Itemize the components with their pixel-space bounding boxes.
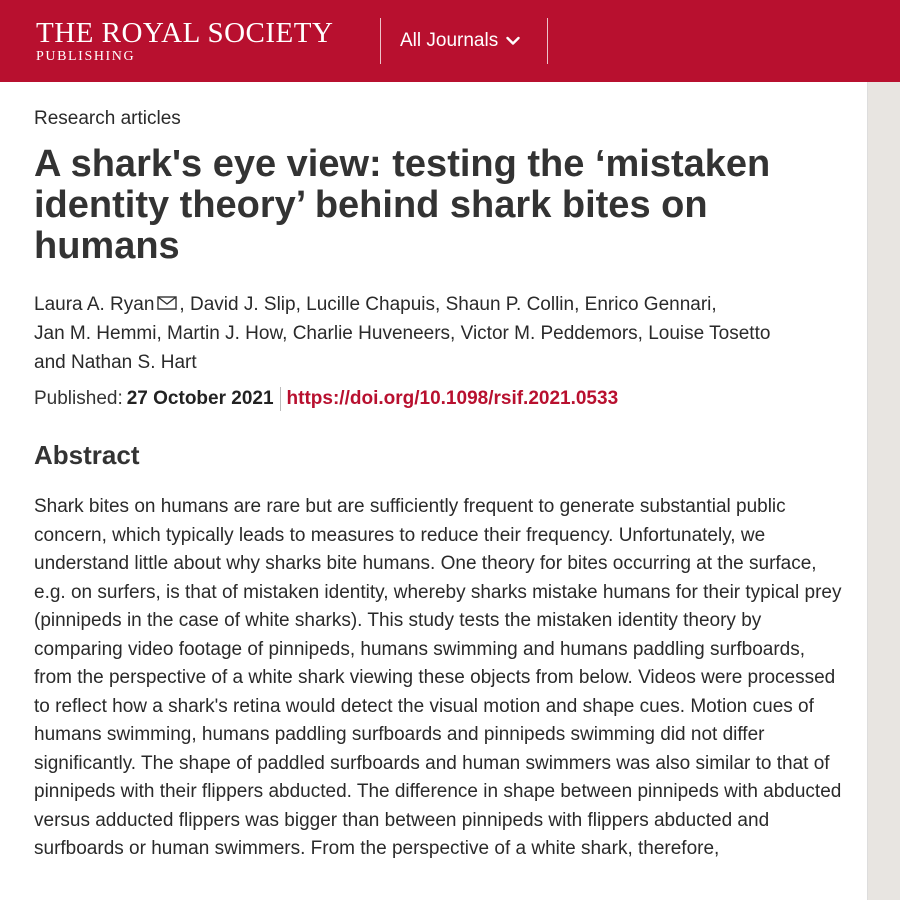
header-divider-right [547,18,548,64]
abstract-text: Shark bites on humans are rare but are sufficiently frequent to generate substantial public concern, which typically leads to measures to reduce their frequency. Unfortunately, we understand little about why sharks bite humans. One theory for bites occurring at the surface, e.g. on surfers, is that of mistaken identity, whereby sharks mistake humans for their typical prey (pinnipeds in the case of white sharks). This study tests the mistaken identity theory by comparing video footage of pinnipeds, humans swimming and humans paddling surfboards, from the perspective of a white shark viewing these objects from below. Videos were processed to reflect how a shark's retina would detect the visual motion and shape cues. Motion cues of humans swimming, humans paddling surfboards and pinnipeds swimming did not differ significantly. The shape of paddled surfboards and human swimmers was also similar to that of pinnipeds with their flippers abducted. The difference in shape between pinnipeds with abducted versus adducted flippers was bigger than between pinnipeds with flippers abducted and surfboards or human swimmers. From the perspective of a white shark, therefore, [34,496,842,859]
logo-main-text: THE ROYAL SOCIETY [36,17,334,49]
author-name[interactable]: Enrico Gennari [584,294,712,315]
doi-link[interactable]: https://doi.org/10.1098/rsif.2021.0533 [286,388,619,409]
author-conjunction: and [34,352,66,373]
publication-info [34,386,618,412]
author-name[interactable]: Shaun P. Collin [445,294,575,315]
publication-divider [280,387,281,411]
article-title: A shark's eye view: testing the ‘mistaken identity theory’ behind shark bites on humans [34,143,771,267]
all-journals-dropdown[interactable] [400,30,520,52]
article-section-label[interactable]: Research articles [34,108,181,129]
site-header [0,0,900,82]
published-label: Published: [34,388,123,409]
logo-sub-text: PUBLISHING [36,49,136,64]
author-name[interactable]: Lucille Chapuis [306,294,436,315]
published-date: 27 October 2021 [126,388,274,409]
author-name[interactable]: Charlie Huveneers [292,323,451,344]
author-name[interactable]: Martin J. How [167,323,283,344]
royal-society-logo[interactable] [36,18,333,65]
author-name[interactable]: David J. Slip [189,294,296,315]
all-journals-label: All Journals [400,30,499,51]
author-name[interactable]: Jan M. Hemmi [34,323,157,344]
chevron-down-icon [506,36,520,46]
author-list: Laura A. Ryan , David J. Slip, Lucille Chapuis, Shaun P. Collin, Enrico Gennari, Jan M. Hemmi, Martin J. How, Charlie Huveneers, Victor M. Peddemors, Louise Tosetto and Nathan S. Hart [34,294,771,373]
author-name[interactable]: Laura A. Ryan [34,294,155,315]
author-name[interactable]: Nathan S. Hart [70,352,197,373]
header-divider-left [380,18,381,64]
author-name[interactable]: Victor M. Peddemors [460,323,638,344]
author-name[interactable]: Louise Tosetto [648,323,771,344]
abstract-heading: Abstract [34,440,140,470]
mail-icon[interactable] [157,296,177,310]
